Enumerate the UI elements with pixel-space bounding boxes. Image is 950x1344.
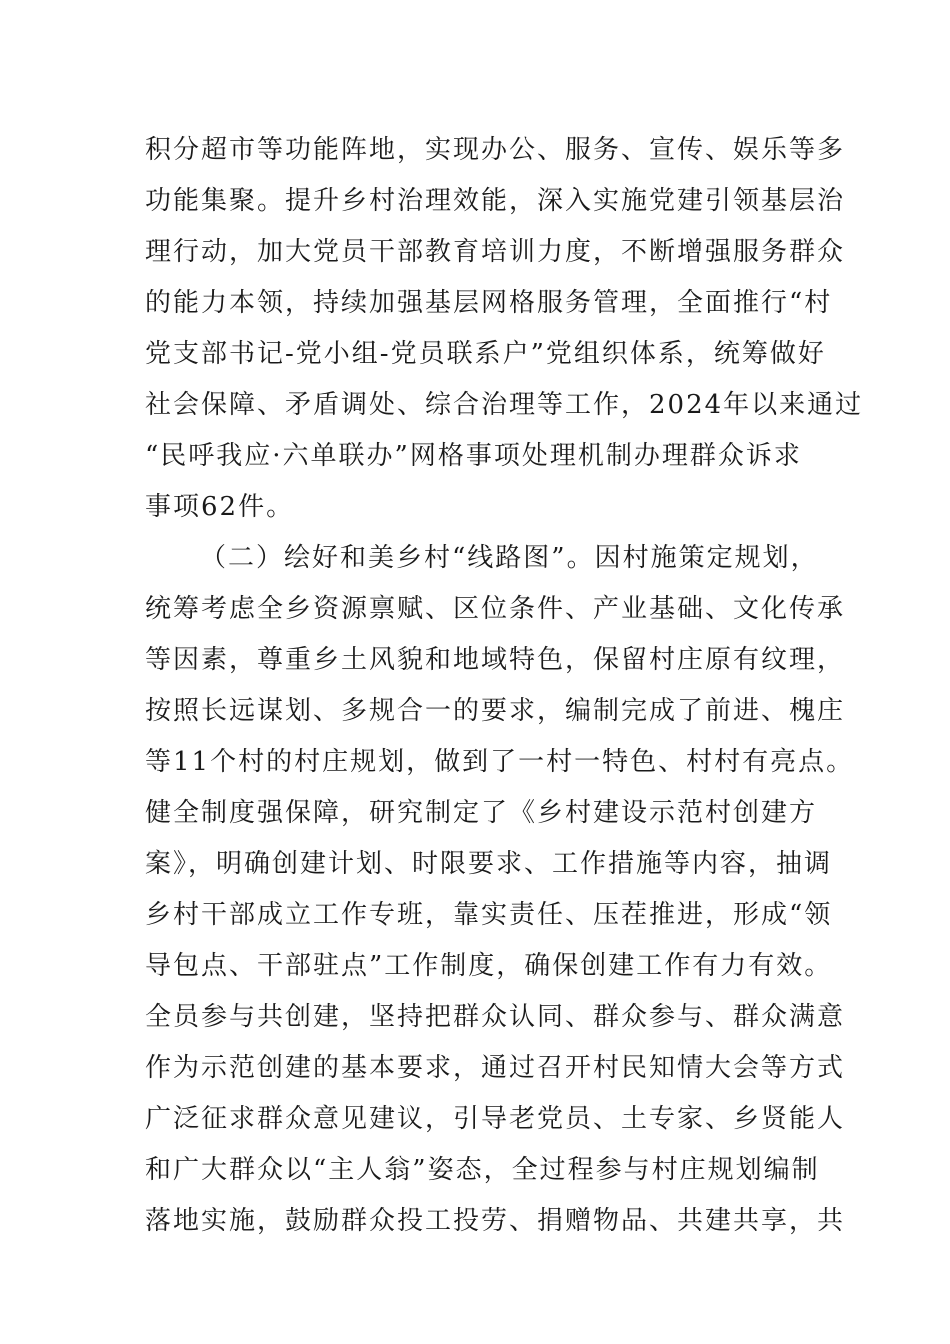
text-line: 作为示范创建的基本要求，通过召开村民知情大会等方式 [145,1053,846,1083]
section-heading-line: （二）绘好和美乡村“线路图”。因村施策定规划， [200,543,819,573]
text-line: 乡村干部成立工作专班，靠实责任、压茬推进，形成“领 [145,900,833,930]
text-line: 等因素，尊重乡土风貌和地域特色，保留村庄原有纹理， [145,645,846,675]
text-line: 党支部书记-党小组-党员联系户”党组织体系，统筹做好 [145,339,826,369]
text-line: 和广大群众以“主人翁”姿态，全过程参与村庄规划编制 [145,1155,820,1185]
text-line: 落地实施，鼓励群众投工投劳、捐赠物品、共建共享，共 [145,1206,846,1236]
text-line: 统筹考虑全乡资源禀赋、区位条件、产业基础、文化传承 [145,594,846,624]
text-line: 健全制度强保障，研究制定了《乡村建设示范村创建方 [145,798,818,828]
text-line: 导包点、干部驻点”工作制度，确保创建工作有力有效。 [145,951,833,981]
text-line: 等11个村的村庄规划，做到了一村一特色、村村有亮点。 [145,747,855,777]
text-line: 案》，明确创建计划、时限要求、工作措施等内容，抽调 [145,849,833,879]
text-line: 社会保障、矛盾调处、综合治理等工作，2024年以来通过 [145,390,864,420]
text-line: 积分超市等功能阵地，实现办公、服务、宣传、娱乐等多 [145,135,846,165]
text-line: 按照长远谋划、多规合一的要求，编制完成了前进、槐庄 [145,696,846,726]
text-line: 事项62件。 [145,492,295,522]
text-line: 功能集聚。提升乡村治理效能，深入实施党建引领基层治 [145,186,846,216]
text-line: 全员参与共创建，坚持把群众认同、群众参与、群众满意 [145,1002,846,1032]
text-line: 广泛征求群众意见建议，引导老党员、土专家、乡贤能人 [145,1104,846,1134]
text-line: 理行动，加大党员干部教育培训力度，不断增强服务群众 [145,237,846,267]
text-line: “民呼我应·六单联办”网格事项处理机制办理群众诉求 [145,441,802,471]
text-line: 的能力本领，持续加强基层网格服务管理，全面推行“村 [145,288,833,318]
